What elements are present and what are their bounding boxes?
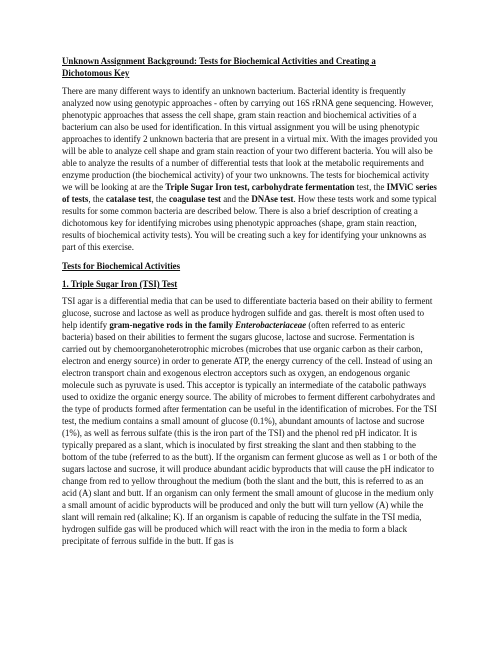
intro-bold-imvic: IMViC series of tests (62, 182, 437, 204)
intro-text-2: test, the (354, 182, 387, 192)
intro-text-5: and the (220, 194, 252, 204)
intro-text-4: , the (151, 194, 169, 204)
intro-text-1: There are many different ways to identify an unknown bacterium. Bacterial identity is frequently analyzed now using genotypic approaches - often by carrying out 16S rRNA gene sequencing. However, phenotypic approaches that assess the cell shape, gram stain reaction and biochemical activities of a bacterium can also be used for identification. In this virtual assignment you will be using phenotypic approaches to identify 2 unknown bacteria that are present in a virtual mix. With the images provided you will be able to analyze cell shape and gram stain reaction of your two different bacteria. You will also be able to analyze the results of a number of differential tests that look at the metabolic requirements and enzyme production (the biochemical activity) of your two unknowns. The tests for biochemical activity we will be looking at are the (62, 86, 438, 192)
tsi-text-2: (often referred to as enteric bacteria) based on their abilities to ferment the sugars glucose, lactose and sucrose. Fermentation is carried out by chemoorganoheterotrophic microbes (microbes that use organic carbon as their carbon, electron and energy source) in order to generate ATP, the energy currency of the cell. Instead of using an electron transport chain and exogenous electron acceptors such as oxygen, an endogenous organic molecule such as pyruvate is used. This acceptor is typically an intermediate of the catabolic pathways used to oxidize the organic energy source. The ability of microbes to ferment different carbohydrates and the type of products formed after fermentation can be useful in the identification of microbes. For the TSI test, the medium contains a small amount of glucose (0.1%), abundant amounts of lactose and sucrose (1%), as well as ferrous sulfate (this is the iron part of the TSI) and the phenol red pH indicator. It is typically prepared as a slant, which is inoculated by first streaking the slant and then stabbing to the bottom of the tube (referred to as the butt). If the organism can ferment glucose as well as 1 or both of the sugars lactose and sucrose, it will produce abundant acidic byproducts that will cause the pH indicator to change from red to yellow throughout the medium (both the slant and the butt, this is referred to as an acid (A) slant and butt. If an organism can only ferment the small amount of glucose in the medium only a small amount of acidic byproducts will be produced and only the butt will turn yellow (A) while the slant will remain red (alkaline; K). If an organism is capable of reducing the sulfate in the TSI media, hydrogen sulfide gas will be produced which will react with the iron in the media to form a black precipitate of ferrous sulfide in the butt. If gas is (62, 320, 438, 546)
tsi-bold-italic-enterobacteriaceae: Enterobacteriaceae (235, 320, 307, 330)
intro-text-3: , the (88, 194, 106, 204)
intro-bold-coagulase: coagulase test (168, 194, 221, 204)
intro-bold-dnase: DNAse test (251, 194, 294, 204)
tsi-paragraph (62, 295, 438, 546)
tsi-heading: 1. Triple Sugar Iron (TSI) Test (62, 279, 178, 289)
section-heading: Tests for Biochemical Activities (62, 261, 181, 271)
intro-paragraph (62, 85, 438, 253)
intro-bold-catalase: catalase test (105, 194, 152, 204)
tsi-text-1: TSI agar is a differential media that can be used to differentiate bacteria based on their ability to ferment glucose, sucrose and lactose as well as produce hydrogen sulfide and gas. thereIt is most often used to help identify (62, 296, 433, 330)
tsi-bold-gram-negative: gram-negative rods in the family (109, 320, 236, 330)
intro-text-6: . How these tests work and some typical results for some common bacteria are described below. There is also a brief description of creating a dichotomous key for identifying microbes using phenotypic approaches (shape, gram stain reaction, results of biochemical activity tests). You will be creating such a key for identifying your unknowns as part of this exercise. (62, 194, 437, 252)
intro-bold-tsi: Triple Sugar Iron test, carbohydrate fermentation (165, 182, 355, 192)
document-title: Unknown Assignment Background: Tests for Biochemical Activities and Creating a Dichotomous Key (62, 56, 376, 78)
